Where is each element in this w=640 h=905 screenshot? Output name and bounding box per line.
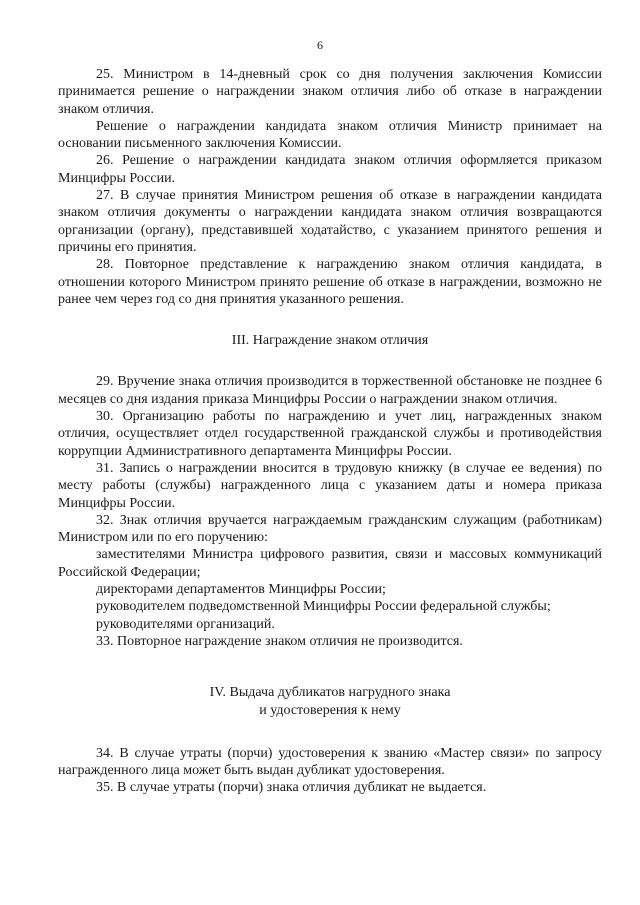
paragraph-32-item-deputies: заместителями Министра цифрового развития, связи и массовых коммуникаций Российской Федерации;: [58, 547, 602, 580]
spacer: [58, 349, 602, 373]
section-4-title-line-2: и удостоверения к нему: [259, 702, 401, 718]
paragraph-32-item-service-head: руководителем подведомственной Минцифры России федеральной службы;: [96, 599, 551, 615]
paragraph-32-item-organization-heads: руководителями организаций.: [96, 616, 275, 632]
spacer: [58, 650, 602, 684]
paragraph-33: 33. Повторное награждение знаком отличия не производится.: [96, 633, 463, 649]
paragraph-29: 29. Вручение знака отличия производится в торжественной обстановке не позднее 6 месяцев со дня издания приказа Минцифры России о награждении знаком отличия.: [58, 374, 602, 407]
section-3-title: III. Награждение знаком отличия: [231, 333, 429, 349]
paragraph-32: 32. Знак отличия вручается награждаемым гражданским служащим (работникам) Министром или по его поручению:: [58, 512, 602, 546]
document-body: [58, 66, 602, 797]
paragraph-31: 31. Запись о награждении вносится в трудовую книжку (в случае ее ведения) по месту работы (службы) награжденного лица с указанием даты и номера приказа Минцифры России.: [58, 460, 602, 511]
page-number: 6: [317, 38, 323, 52]
paragraph-30: 30. Организацию работы по награждению и учет лиц, награжденных знаком отличия, осуществляет отдел государственной гражданской службы и противодействия коррупции Административного департамента Минцифры России.: [58, 409, 602, 459]
paragraph-32-item-directors: директорами департаментов Минцифры России;: [96, 582, 386, 598]
section-4-title-line-1: IV. Выдача дубликатов нагрудного знака: [209, 685, 451, 701]
spacer: [58, 308, 602, 332]
paragraph-34: 34. В случае утраты (порчи) удостоверения к званию «Мастер связи» по запросу награжденного лица может быть выдан дубликат удостоверения.: [58, 745, 602, 779]
paragraph-26: 26. Решение о награждении кандидата знаком отличия оформляется приказом Минцифры России.: [58, 153, 602, 186]
paragraph-25: 25. Министром в 14-дневный срок со дня получения заключения Комиссии принимается решение о награждении знаком отличия либо об отказе в награждении знаком отличия.: [58, 67, 602, 117]
paragraph-25-decision: Решение о награждении кандидата знаком отличия Министр принимает на основании письменного заключения Комиссии.: [58, 118, 602, 152]
paragraph-35: 35. В случае утраты (порчи) знака отличия дубликат не выдается.: [96, 780, 487, 796]
paragraph-28: 28. Повторное представление к награждению знаком отличия кандидата, в отношении которого Министром принято решение об отказе в награждении, возможно не ранее чем через год со дня принятия указанного решения.: [58, 257, 602, 307]
paragraph-27: 27. В случае принятия Министром решения об отказе в награждении кандидата знаком отличия документы о награждении кандидата знаком отличия возвращаются организации (органу), представившей ходатайство, с указанием принятого решения и причины его принятия.: [58, 188, 602, 255]
spacer: [58, 719, 602, 745]
